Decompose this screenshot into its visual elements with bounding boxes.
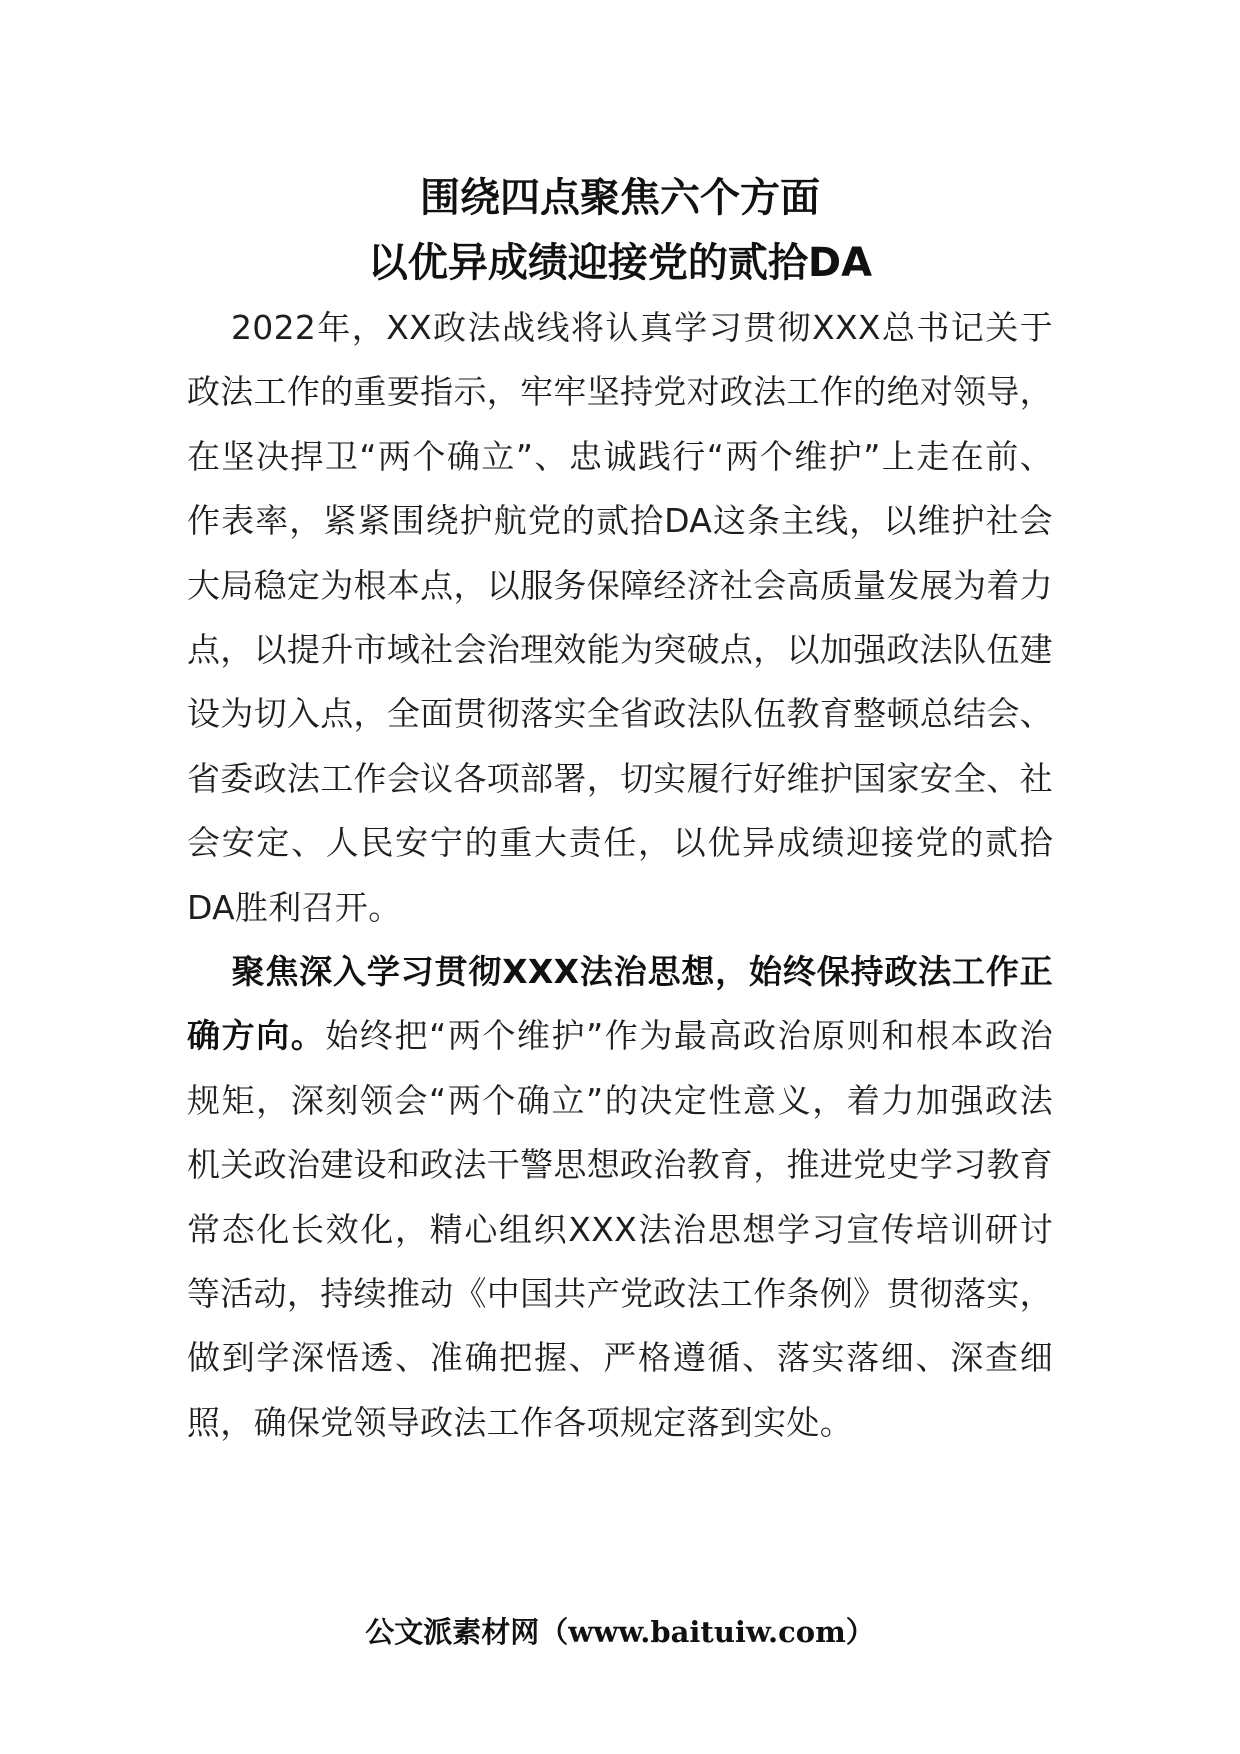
paragraph-intro-text: 2022年，XX政法战线将认真学习贯彻XXX总书记关于政法工作的重要指示，牢牢坚持党对政法工作的绝对领导，在坚决捍卫“两个确立”、忠诚践行“两个维护”上走在前、作表率，紧紧围绕护航党的贰拾DA这条主线，以维护社会大局稳定为根本点，以服务保障经济社会高质量发展为着力点，以提升市域社会治理效能为突破点，以加强政法队伍建设为切入点，全面贯彻落实全省政法队伍教育整顿总结会、省委政法工作会议各项部署，切实履行好维护国家安全、社会安定、人民安宁的重大责任，以优异成绩迎接党的贰拾DA胜利召开。 xyxy=(187,308,1053,927)
paragraph-section-one xyxy=(187,940,1053,1455)
paragraph-intro xyxy=(187,296,1053,940)
document-title-line1: 围绕四点聚焦六个方面 xyxy=(420,175,820,221)
footer-site-url: （www.baituiw.com） xyxy=(539,1615,875,1649)
section-one-text: 始终把“两个维护”作为最高政治原则和根本政治规矩，深刻领会“两个确立”的决定性意义，着力加强政法机关政治建设和政法干警思想政治教育，推进党史学习教育常态化长效化，精心组织XXX法治思想学习宣传培训研讨等活动，持续推动《中国共产党政法工作条例》贯彻落实，做到学深悟透、准确把握、严格遵循、落实落细、深查细照，确保党领导政法工作各项规定落到实处。 xyxy=(187,1016,1054,1442)
document-title-line2: 以优异成绩迎接党的贰拾DA xyxy=(367,240,873,286)
footer-site-name: 公文派素材网 xyxy=(365,1615,540,1649)
section-one-heading: 聚焦深入学习贯彻XXX法治思想，始终保持政法工作正确方向。 xyxy=(187,952,1053,1056)
page-footer xyxy=(160,1612,1080,1652)
